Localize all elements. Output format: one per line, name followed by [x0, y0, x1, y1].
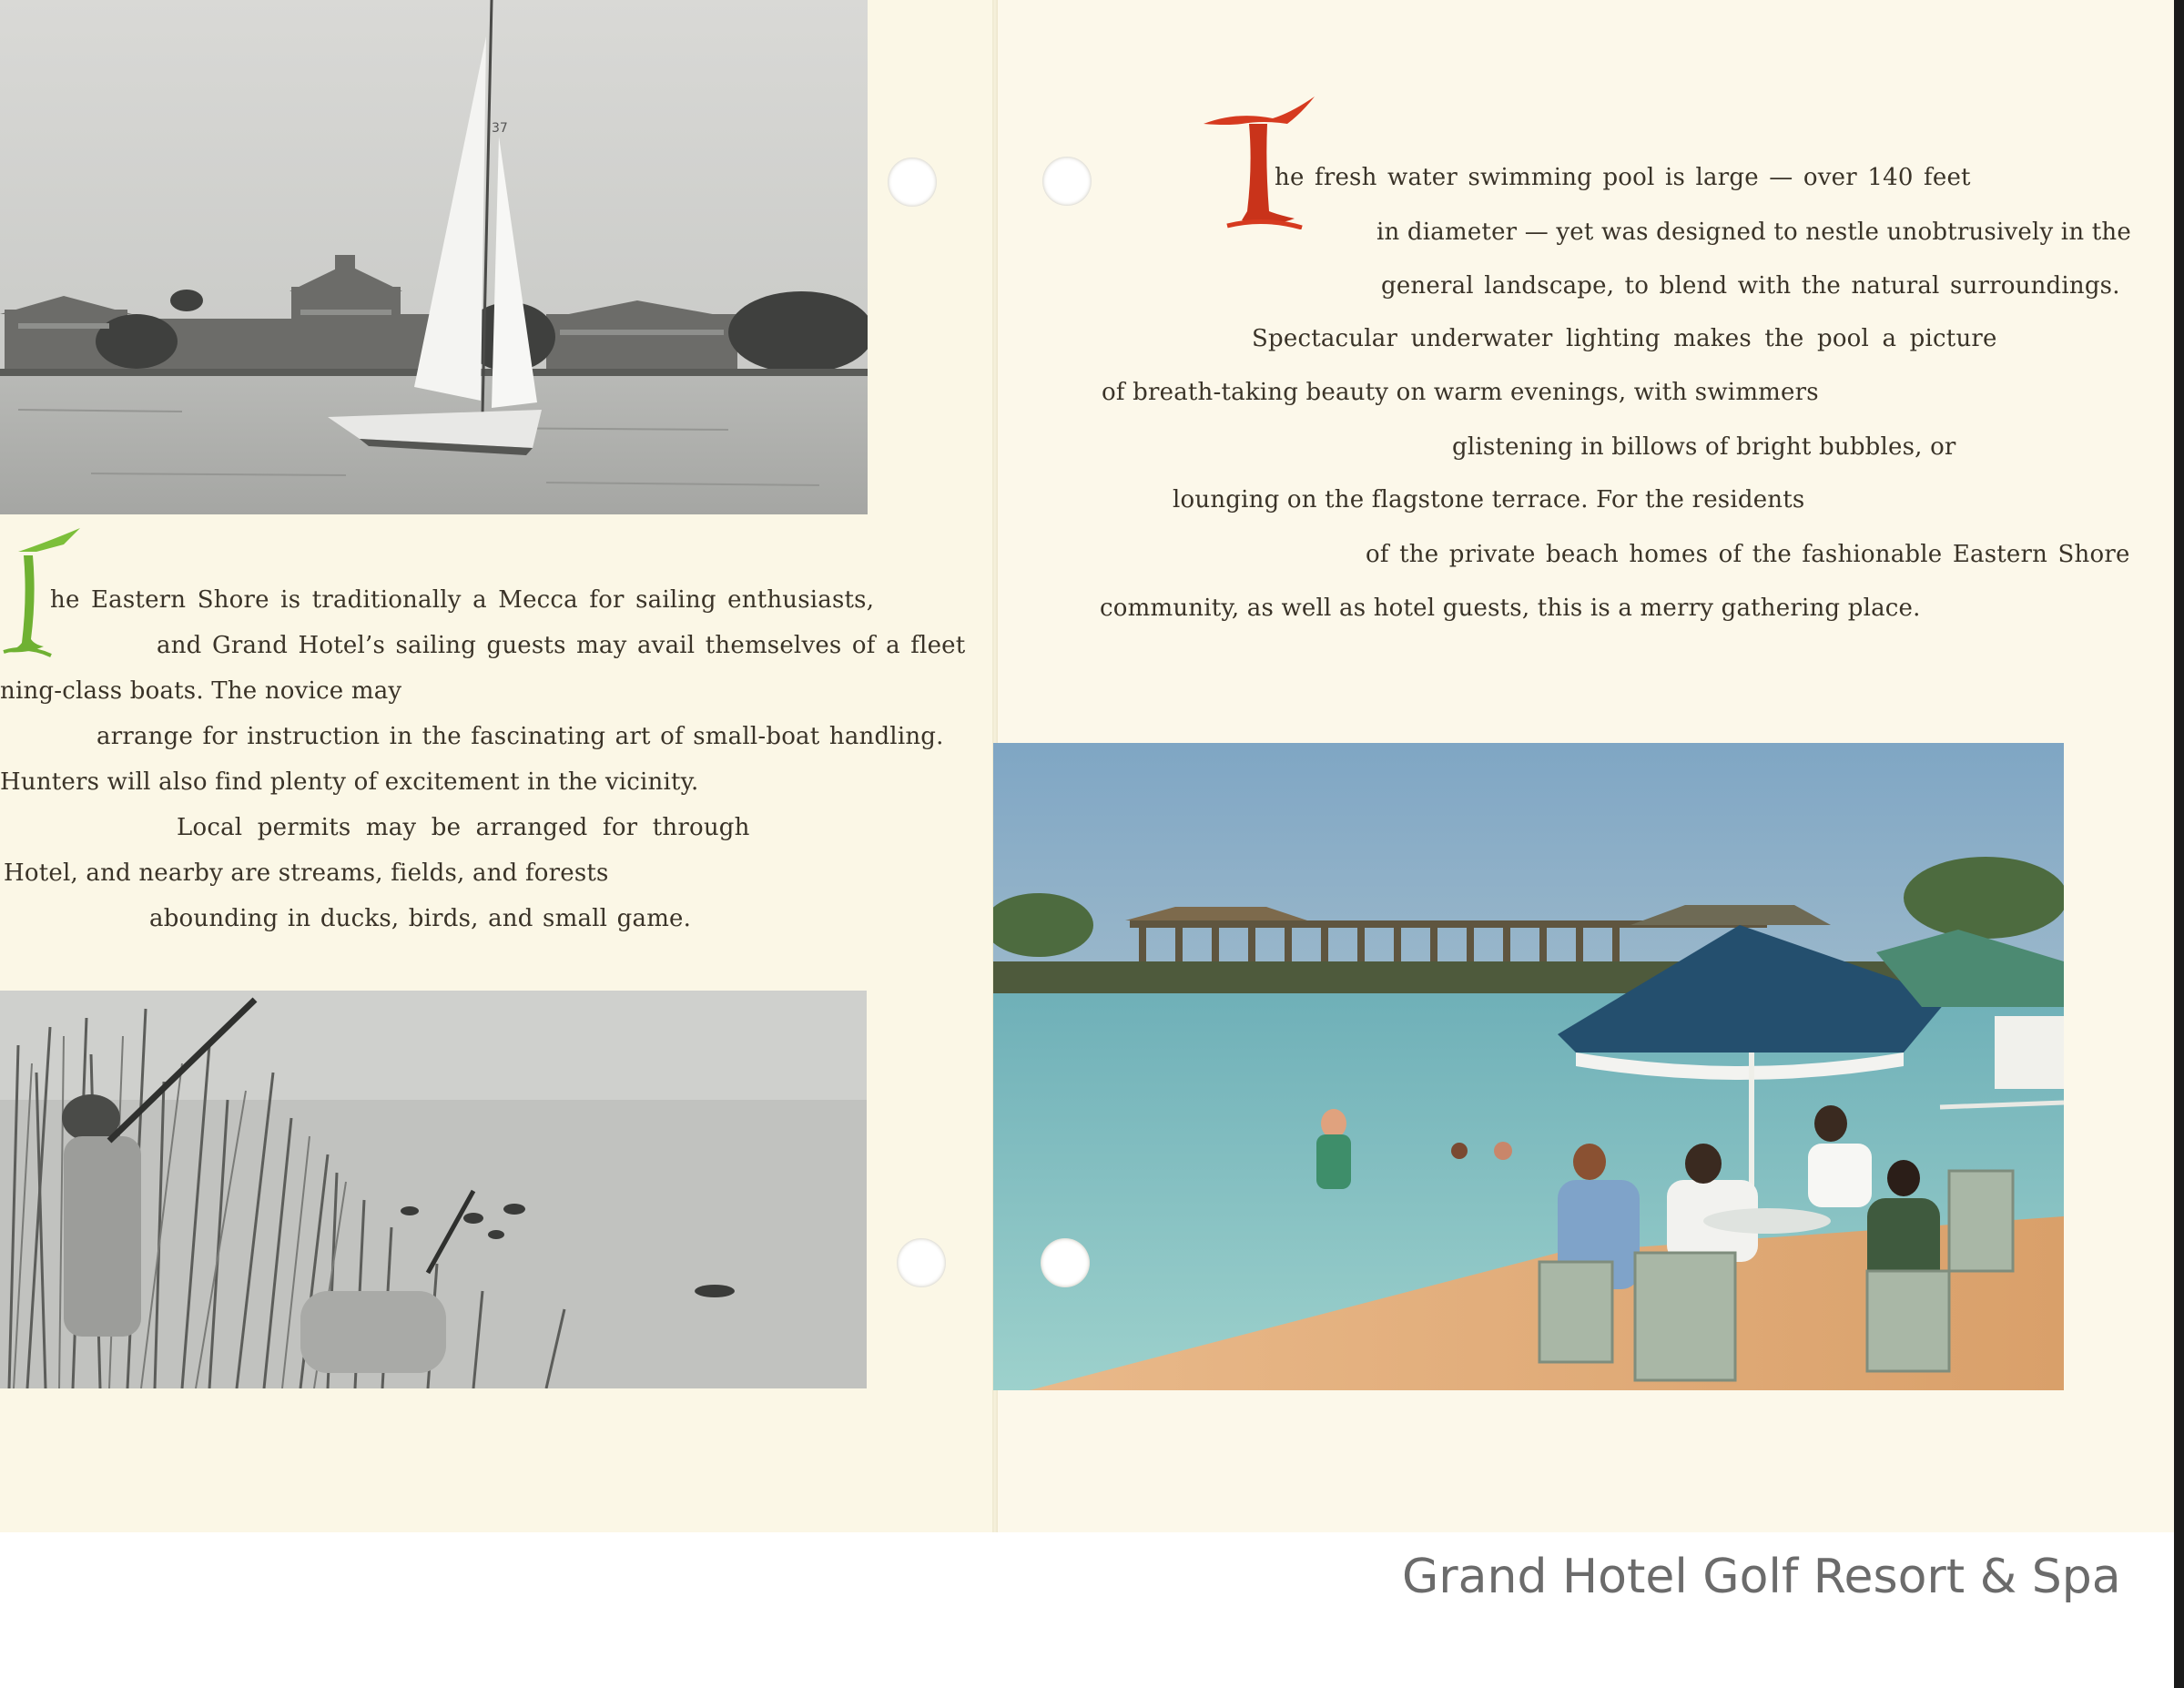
- left-paragraph-line: abounding in ducks, birds, and small game.: [149, 905, 692, 932]
- right-paragraph-line: of the private beach homes of the fashionable Eastern Shore: [1366, 541, 2130, 568]
- punch-hole: [1041, 1238, 1090, 1287]
- right-paragraph-line: Spectacular underwater lighting makes the pool a picture: [1252, 325, 1997, 352]
- pool-photo: [993, 743, 2064, 1390]
- left-paragraph-line: Hunters will also find plenty of excitement in the vicinity.: [0, 768, 699, 796]
- right-paragraph-line: he fresh water swimming pool is large — over 140 feet: [1275, 164, 1971, 191]
- left-paragraph-line: Hotel, and nearby are streams, fields, and forests: [4, 859, 609, 887]
- left-paragraph-line: Local permits may be arranged for through: [177, 814, 750, 841]
- sail-number: 37: [492, 121, 508, 136]
- left-paragraph-line: arrange for instruction in the fascinating art of small-boat handling.: [97, 723, 944, 750]
- left-paragraph-line: and Grand Hotel’s sailing guests may avail themselves of a fleet: [157, 632, 966, 659]
- right-paragraph-line: community, as well as hotel guests, this is a merry gathering place.: [1100, 595, 1921, 622]
- punch-hole: [897, 1238, 946, 1287]
- left-paragraph-line: he Eastern Shore is traditionally a Mecca for sailing enthusiasts,: [50, 586, 875, 614]
- dropcap-t-right: [1200, 93, 1318, 229]
- hunting-photo: [0, 991, 867, 1388]
- right-paragraph-line: general landscape, to blend with the natural surroundings.: [1381, 272, 2120, 300]
- right-paragraph-line: of breath-taking beauty on warm evenings, with swimmers: [1102, 379, 1819, 406]
- right-paragraph-line: lounging on the flagstone terrace. For the residents: [1173, 486, 1805, 514]
- scan-edge: [2174, 0, 2184, 1688]
- punch-hole: [1042, 157, 1092, 206]
- punch-hole: [888, 158, 937, 207]
- right-paragraph-line: glistening in billows of bright bubbles, or: [1452, 433, 1956, 461]
- resort-caption: Grand Hotel Golf Resort & Spa: [1402, 1550, 2121, 1604]
- sailboat-photo: [0, 0, 868, 514]
- left-paragraph-line: ning-class boats. The novice may: [0, 677, 402, 705]
- right-paragraph-line: in diameter — yet was designed to nestle unobtrusively in the: [1376, 219, 2131, 246]
